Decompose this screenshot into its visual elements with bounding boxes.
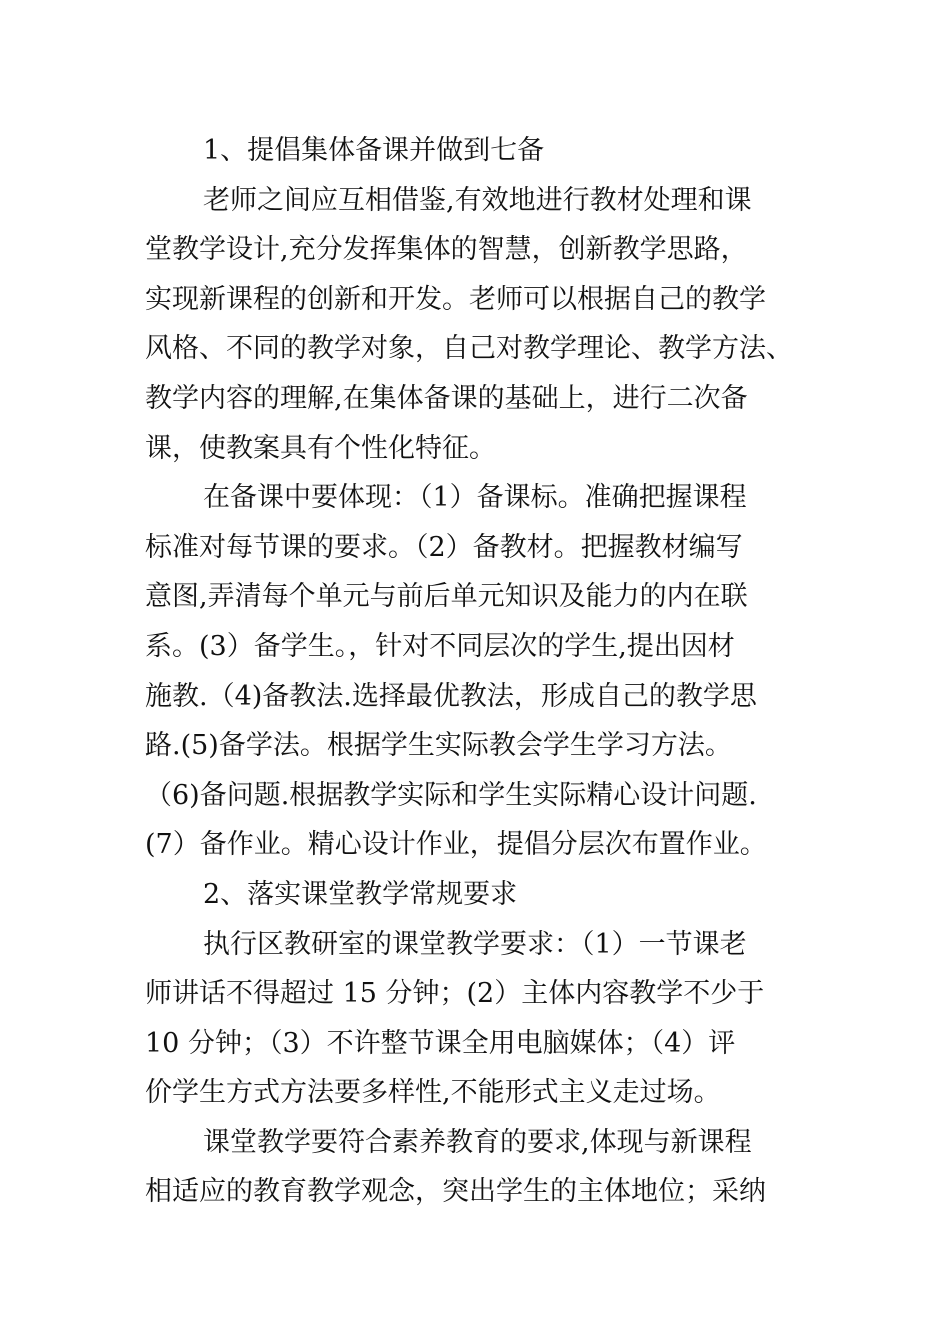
paragraph-line: （6)备问题.根据教学实际和学生实际精心设计问题.: [145, 779, 757, 811]
paragraph-line: 风格、不同的教学对象，自己对教学理论、教学方法、: [145, 333, 793, 365]
paragraph-line: 标准对每节课的要求。（2）备教材。把握教材编写: [145, 531, 743, 563]
paragraph-line: 10 分钟；（3）不许整节课全用电脑媒体；（4）评: [145, 1027, 736, 1059]
paragraph-line: 师讲话不得超过 15 分钟；(2）主体内容教学不少于: [145, 978, 765, 1010]
paragraph-line: 课堂教学要符合素养教育的要求,体现与新课程: [203, 1126, 752, 1158]
paragraph-line: 价学生方式方法要多样性,不能形式主义走过场。: [145, 1077, 721, 1109]
paragraph-line: 教学内容的理解,在集体备课的基础上，进行二次备: [145, 382, 748, 414]
paragraph-line: 实现新课程的创新和开发。老师可以根据自己的教学: [145, 283, 766, 315]
paragraph-line: 执行区教研室的课堂教学要求：（1）一节课老: [203, 928, 747, 960]
paragraph-line: 相适应的教育教学观念，突出学生的主体地位；采纳: [145, 1176, 766, 1208]
paragraph-line: 堂教学设计,充分发挥集体的智慧，创新教学思路，: [145, 234, 748, 266]
paragraph-line: 在备课中要体现：（1）备课标。准确把握课程: [203, 482, 747, 514]
paragraph-line: (7）备作业。精心设计作业，提倡分层次布置作业。: [145, 829, 767, 861]
paragraph-line: 路.(5)备学法。根据学生实际教会学生学习方法。: [145, 730, 732, 762]
paragraph-line: 施教.（4)备教法.选择最优教法，形成自己的教学思: [145, 680, 757, 712]
section-heading-2: 2、落实课堂教学常规要求: [203, 878, 518, 910]
section-heading-1: 1、提倡集体备课并做到七备: [203, 135, 545, 166]
paragraph-line: 系。(3）备学生。，针对不同层次的学生,提出因材: [145, 630, 735, 662]
paragraph-line: 老师之间应互相借鉴,有效地进行教材处理和课: [203, 184, 752, 216]
paragraph-line: 课，使教案具有个性化特征。: [145, 432, 496, 464]
paragraph-line: 意图,弄清每个单元与前后单元知识及能力的内在联: [145, 581, 748, 613]
document-body: [145, 126, 810, 1217]
